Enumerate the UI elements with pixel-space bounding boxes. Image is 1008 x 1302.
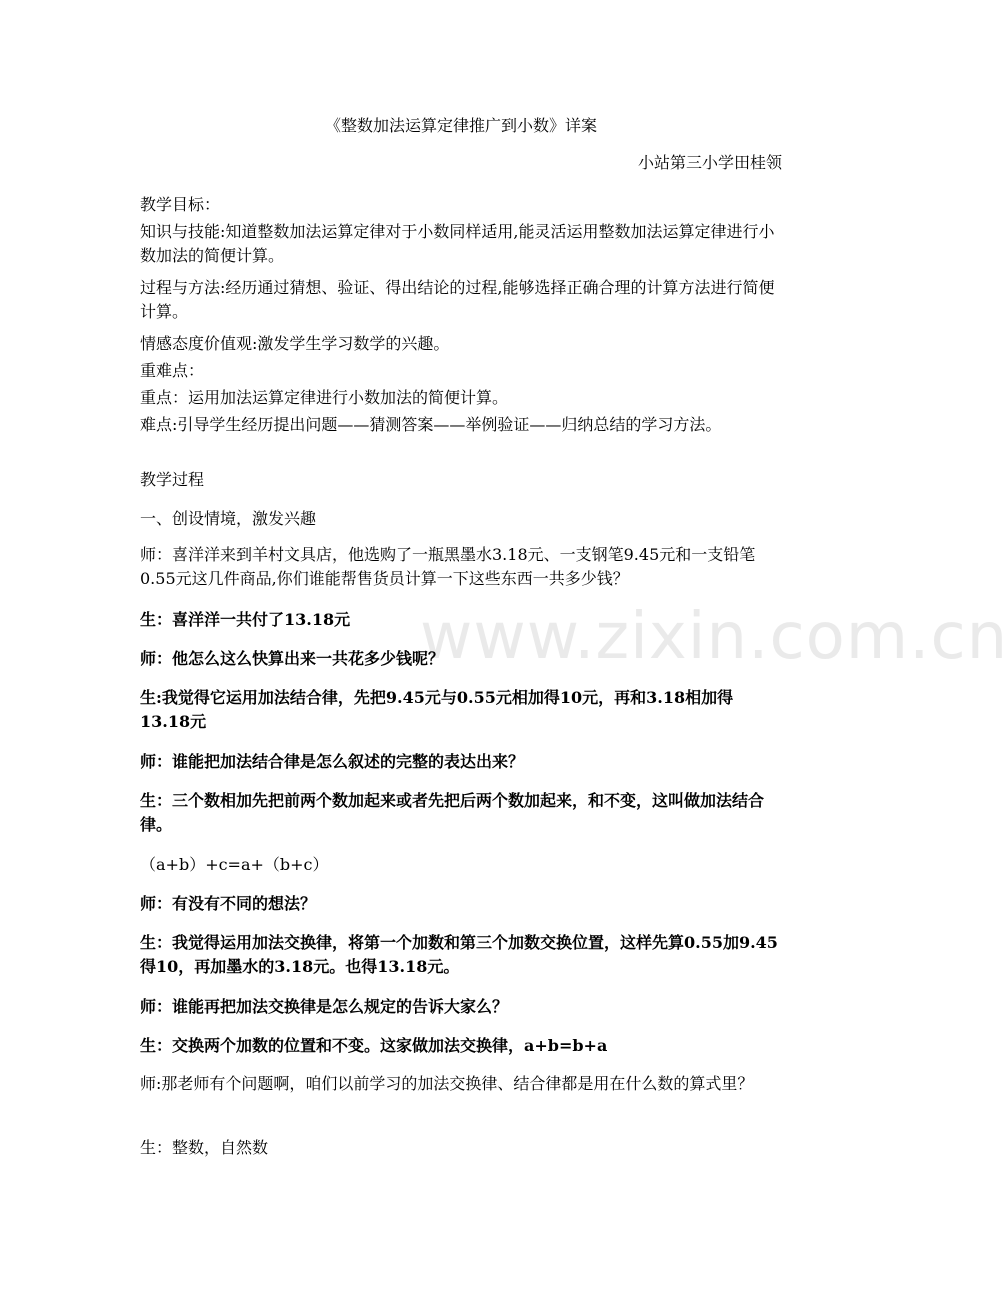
heading-key-points: 重难点： [140,361,205,380]
dialogue-teacher-4: 师：有没有不同的想法？ [140,894,317,913]
formula-association: （a+b）+c=a+（b+c） [140,855,329,874]
heading-goals: 教学目标： [140,195,221,214]
dialogue-student-5: 生：交换两个加数的位置和不变。这家做加法交换律，a+b=b+a [140,1036,608,1055]
paragraph-process-method: 过程与方法:经历通过猜想、验证、得出结论的过程,能够选择正确合理的计算方法进行简便计算。 [140,278,775,321]
paragraph-attitude: 情感态度价值观:激发学生学习数学的兴趣。 [140,334,450,353]
section-heading-1: 一、创设情境，激发兴趣 [140,509,317,528]
dialogue-student-4: 生：我觉得运用加法交换律，将第一个加数和第三个加数交换位置，这样先算0.55加9.45得10，再加墨水的3.18元。也得13.18元。 [140,933,778,976]
dialogue-teacher-2: 师：他怎么这么快算出来一共花多少钱呢？ [140,649,445,668]
dialogue-student-1: 生：喜洋洋一共付了13.18元 [140,610,351,629]
dialogue-teacher-3: 师：谁能把加法结合律是怎么叙述的完整的表达出来？ [140,752,525,771]
watermark: www.zixin.com.cn [420,600,1008,674]
dialogue-teacher-1: 师：喜洋洋来到羊村文具店，他选购了一瓶黑墨水3.18元、一支钢笔9.45元和一支铅笔0.55元这几件商品,你们谁能帮售货员计算一下这些东西一共多少钱？ [140,545,756,588]
paragraph-focus: 重点：运用加法运算定律进行小数加法的简便计算。 [140,388,509,407]
paragraph-difficulty: 难点:引导学生经历提出问题——猜测答案——举例验证——归纳总结的学习方法。 [140,415,722,434]
dialogue-teacher-5: 师：谁能再把加法交换律是怎么规定的告诉大家么？ [140,997,509,1016]
dialogue-student-6: 生：整数，自然数 [140,1138,269,1157]
dialogue-student-2: 生:我觉得它运用加法结合律，先把9.45元与0.55元相加得10元，再和3.18相加得13.18元 [140,688,734,731]
author-line: 小站第三小学田桂领 [637,153,782,172]
dialogue-teacher-6: 师:那老师有个问题啊，咱们以前学习的加法交换律、结合律都是用在什么数的算式里？ [140,1074,754,1093]
paragraph-knowledge-skills: 知识与技能:知道整数加法运算定律对于小数同样适用,能灵活运用整数加法运算定律进行小数加法的简便计算。 [140,222,775,265]
dialogue-student-3: 生：三个数相加先把前两个数加起来或者先把后两个数加起来，和不变，这叫做加法结合律。 [140,791,765,834]
heading-process: 教学过程 [140,470,205,489]
document-title: 《整数加法运算定律推广到小数》详案 [324,116,597,135]
